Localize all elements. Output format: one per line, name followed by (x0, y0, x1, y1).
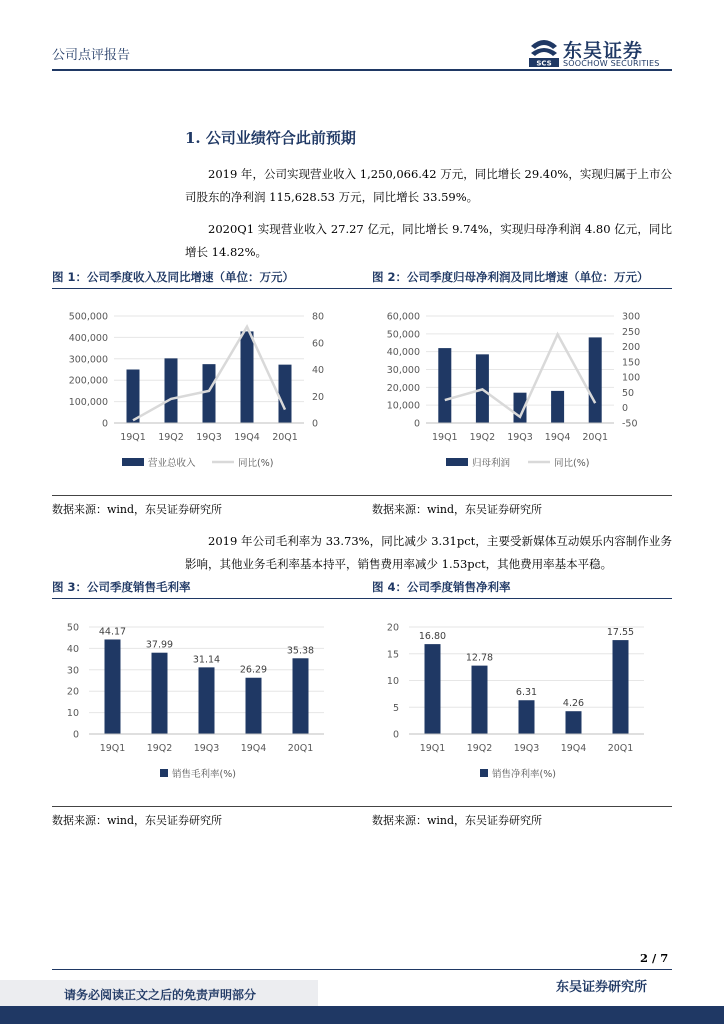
y-right-tick-label: 150 (622, 357, 641, 369)
bar (519, 700, 535, 734)
bar (438, 348, 451, 423)
y-tick-label: 5 (392, 702, 399, 714)
data-label: 26.29 (239, 664, 268, 676)
figure-row-2-bottom-rule (52, 806, 672, 807)
paragraph-3: 2019 年公司毛利率为 33.73%，同比减少 3.31pct，主要受新媒体互动娱乐内容制作业务影响，其他业务毛利率基本持平，销售费用率减少 1.53pct，其他费用率基本平稳。 (185, 534, 672, 571)
x-tick-label: 19Q3 (193, 743, 220, 754)
figure-1-source: 数据来源：wind，东吴证券研究所 (52, 503, 223, 516)
y-tick-label: 30 (66, 665, 79, 677)
bar (425, 644, 441, 734)
chart-1-plot (69, 312, 324, 470)
data-label: 37.99 (145, 639, 174, 651)
y-left-tick-label: 40,000 (386, 347, 420, 359)
bar (127, 370, 140, 424)
y-left-tick-label: 300,000 (68, 354, 108, 366)
figure-4-title: 图 4：公司季度销售净利率 (372, 580, 511, 594)
bar (241, 331, 254, 423)
legend-line-label: 同比(%) (554, 458, 590, 469)
figure-row-2-top-rule (52, 598, 672, 599)
figure-row-1-bottom-rule (52, 495, 672, 496)
y-right-tick-label: 50 (622, 387, 635, 399)
chart-4 (372, 605, 672, 800)
y-left-tick-label: 100,000 (68, 397, 108, 409)
chart-2-plot (387, 312, 640, 470)
data-label: 4.26 (562, 698, 585, 710)
logo-mark-text: SCS (536, 59, 552, 68)
bar (165, 358, 178, 423)
y-right-tick-label: 40 (312, 365, 325, 376)
y-tick-label: 0 (392, 729, 399, 741)
y-right-tick-label: 0 (622, 403, 629, 415)
x-tick-label: 19Q4 (544, 432, 571, 443)
figure-3-title: 图 3：公司季度销售毛利率 (52, 580, 191, 594)
footer-disclaimer: 请务必阅读正文之后的免责声明部分 (64, 988, 257, 1002)
x-tick-label: 19Q2 (158, 432, 184, 443)
data-label: 6.31 (515, 687, 538, 699)
y-left-tick-label: 0 (413, 418, 420, 430)
logo-name-cn: 东吴证券 (563, 40, 644, 62)
footer-bar (0, 1006, 724, 1024)
x-tick-label: 19Q1 (120, 432, 146, 443)
y-right-tick-label: 0 (312, 418, 319, 430)
y-tick-label: 10 (66, 708, 79, 720)
y-tick-label: 50 (66, 622, 79, 634)
y-tick-label: 20 (66, 686, 79, 698)
x-tick-label: 19Q1 (431, 432, 458, 443)
legend-label: 销售净利率(%) (492, 769, 556, 780)
y-right-tick-label: 300 (622, 311, 641, 323)
data-label: 35.38 (286, 645, 315, 657)
bar (613, 640, 629, 734)
x-tick-label: 19Q1 (99, 743, 126, 754)
y-right-tick-label: 250 (622, 326, 641, 338)
data-label: 17.55 (606, 627, 635, 639)
y-right-tick-label: -50 (622, 418, 638, 430)
legend-label: 销售毛利率(%) (172, 769, 236, 780)
figure-1-title: 图 1：公司季度收入及同比增速（单位：万元） (52, 270, 295, 284)
bar (589, 337, 602, 423)
figure-4-source: 数据来源：wind，东吴证券研究所 (372, 814, 543, 827)
legend-line-label: 同比(%) (238, 458, 274, 469)
y-tick-label: 0 (72, 729, 79, 741)
bar (551, 391, 564, 423)
legend-swatch (480, 769, 488, 777)
y-left-tick-label: 10,000 (386, 400, 420, 412)
data-label: 12.78 (465, 652, 494, 664)
bar (105, 639, 121, 734)
bar (472, 666, 488, 734)
data-label: 44.17 (98, 626, 127, 638)
page-number: 2 / 7 (640, 951, 669, 965)
x-tick-label: 19Q1 (419, 743, 446, 754)
y-tick-label: 15 (386, 649, 399, 661)
x-tick-label: 19Q2 (146, 743, 173, 754)
x-tick-label: 20Q1 (607, 743, 634, 754)
chart-3-plot (67, 623, 324, 781)
y-left-tick-label: 50,000 (386, 329, 420, 341)
y-tick-label: 20 (386, 622, 399, 634)
bar (279, 365, 292, 423)
y-left-tick-label: 500,000 (68, 311, 108, 323)
y-left-tick-label: 20,000 (386, 382, 420, 394)
logo-mark-icon (527, 36, 561, 68)
x-tick-label: 20Q1 (287, 743, 314, 754)
figure-2-title: 图 2：公司季度归母净利润及同比增速（单位：万元） (372, 270, 649, 284)
report-type-label: 公司点评报告 (52, 48, 131, 63)
x-tick-label: 20Q1 (272, 432, 298, 443)
x-tick-label: 19Q4 (240, 743, 267, 754)
y-left-tick-label: 200,000 (68, 375, 108, 387)
bar (203, 364, 216, 423)
company-logo (527, 36, 677, 70)
y-left-tick-label: 60,000 (386, 311, 420, 323)
chart-1 (52, 292, 352, 492)
paragraph-1: 2019 年，公司实现营业收入 1,250,066.42 万元，同比增长 29.40%，实现归属于上市公司股东的净利润 115,628.53 万元，同比增长 33.59%。 (185, 167, 672, 204)
x-tick-label: 19Q3 (507, 432, 533, 443)
bar (246, 678, 262, 734)
legend-bar-swatch (122, 458, 144, 466)
legend-swatch (160, 769, 168, 777)
legend-bar-label: 归母利润 (472, 458, 511, 469)
chart-4-plot (387, 623, 644, 781)
x-tick-label: 19Q4 (234, 432, 260, 443)
y-right-tick-label: 80 (312, 311, 325, 323)
y-left-tick-label: 0 (101, 418, 108, 430)
y-right-tick-label: 20 (312, 391, 325, 403)
section-title: 1. 公司业绩符合此前预期 (185, 129, 356, 147)
x-tick-label: 19Q3 (513, 743, 540, 754)
chart-3 (52, 605, 352, 800)
x-tick-label: 20Q1 (582, 432, 609, 443)
data-label: 31.14 (192, 654, 221, 666)
y-left-tick-label: 400,000 (68, 332, 108, 344)
x-tick-label: 19Q4 (560, 743, 587, 754)
y-right-tick-label: 200 (622, 342, 641, 354)
figure-row-1-top-rule (52, 288, 672, 289)
figure-3-source: 数据来源：wind，东吴证券研究所 (52, 814, 223, 827)
header-rule (52, 69, 672, 71)
footer-organization: 东吴证券研究所 (556, 980, 648, 995)
y-left-tick-label: 30,000 (386, 365, 420, 376)
y-right-tick-label: 60 (312, 338, 325, 350)
bar (566, 711, 582, 734)
y-right-tick-label: 100 (622, 372, 641, 384)
chart-2 (372, 292, 672, 492)
logo-name-en: SOOCHOW SECURITIES (563, 59, 660, 68)
data-label: 16.80 (418, 631, 447, 643)
y-tick-label: 10 (386, 676, 399, 687)
x-tick-label: 19Q3 (196, 432, 222, 443)
legend-bar-label: 营业总收入 (148, 458, 196, 469)
y-tick-label: 40 (66, 643, 79, 655)
bar (293, 658, 309, 734)
footer-rule (52, 969, 672, 970)
x-tick-label: 19Q2 (469, 432, 496, 443)
bar (152, 653, 168, 734)
legend-bar-swatch (446, 458, 468, 466)
bar (199, 667, 215, 734)
figure-2-source: 数据来源：wind，东吴证券研究所 (372, 503, 543, 516)
paragraph-2: 2020Q1 实现营业收入 27.27 亿元，同比增长 9.74%，实现归母净利润 4.80 亿元，同比增长 14.82%。 (185, 222, 672, 259)
x-tick-label: 19Q2 (466, 743, 493, 754)
